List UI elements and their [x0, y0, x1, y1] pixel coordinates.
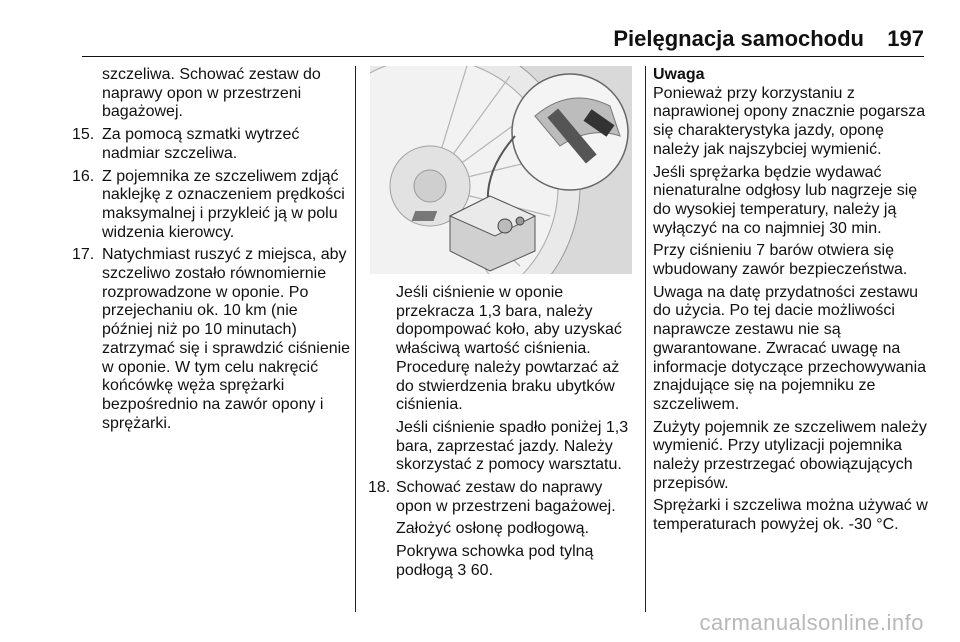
storage-cover-text — [370, 543, 632, 580]
step-text: Schować zestaw do naprawy opon w przestrzeni bagażowej. — [396, 479, 616, 515]
note-paragraph: Jeśli sprężarka będzie wydawać nienaturalne odgłosy lub nagrzeje się do wysokiej temperatury, należy ją wyłączyć na co najmniej 30 min. — [653, 163, 918, 237]
note-paragraph: Zużyty pojemnik ze szczeliwem należy wymienić. Przy utylizacji pojemnika należy przestrzegać obowiązujących przepisów. — [653, 418, 927, 492]
page-reference-arrow-icon: 3 — [457, 561, 467, 579]
column-divider-right — [645, 66, 646, 612]
compressor-illustration-svg — [370, 66, 632, 274]
watermark: carmanualsonline.info — [699, 610, 924, 635]
step-17 — [72, 246, 352, 433]
step-text: Z pojemnika ze szczeliwem zdjąć naklejkę z oznaczeniem prędkości maksymalnej i przykleić ją w polu widzenia kierowcy. — [102, 167, 345, 241]
continued-text: szczeliwa. Schować zestaw do naprawy opon w przestrzeni bagażowej. — [102, 66, 321, 121]
note-paragraph: Ponieważ przy korzystaniu z naprawionej opony znacznie pogarsza się charakterystyka jazdy, oponę należy jak najszybciej wymienić. — [653, 84, 926, 158]
right-column — [653, 66, 931, 539]
step-text: Za pomocą szmatki wytrzeć nadmiar szczeliwa. — [102, 126, 300, 162]
note-paragraph: Uwaga na datę przydatności zestawu do użycia. Po tej dacie możliwości naprawcze zestawu nie są gwarantowane. Zwracać uwagę na informacje dotyczące przechowywania znajdujące się na pojemniku ze szczeliwem. — [653, 283, 927, 413]
compressor-illustration — [370, 66, 632, 274]
floor-cover-text: Założyć osłonę podłogową. — [396, 520, 590, 538]
step-number: 18. — [368, 479, 391, 497]
page-reference: 60. — [470, 561, 494, 579]
note-paragraph: Przy ciśnieniu 7 barów otwiera się wbudowany zawór bezpieczeństwa. — [653, 242, 908, 279]
page-header — [0, 26, 960, 54]
middle-column — [370, 66, 632, 585]
step-number: 17. — [72, 246, 95, 264]
page-number: 197 — [887, 26, 924, 51]
step-18 — [370, 479, 632, 516]
storage-cover-label: Pokrywa schowka pod tylną podłogą — [396, 543, 594, 579]
step-text: Natychmiast ruszyć z miejsca, aby szczeliwo zostało równomiernie rozprowadzone w oponie. Po przejechaniu ok. 10 km (nie później niż po 10 minutach) zatrzymać się i sprawdzić ciśnienie w oponie. W tym celu nakręcić końcówkę węża sprężarki bezpośrednio na zawór opony i sprężarki. — [102, 246, 351, 432]
step-number: 15. — [72, 126, 95, 144]
page-title: Pielęgnacja samochodu — [613, 26, 864, 51]
header-rule — [82, 56, 924, 57]
left-column — [72, 66, 352, 437]
pressure-above-text: Jeśli ciśnienie w oponie przekracza 1,3 bara, należy dopompować koło, aby uzyskać właściwą wartość ciśnienia. Procedurę należy powtarzać aż do stwierdzenia braku ubytków ciśnienia. — [396, 284, 622, 414]
step-15 — [72, 126, 352, 163]
step-number: 16. — [72, 167, 95, 185]
note-heading: Uwaga — [653, 66, 705, 83]
step-16 — [72, 167, 352, 243]
pressure-below-text: Jeśli ciśnienie spadło poniżej 1,3 bara, zaprzestać jazdy. Należy skorzystać z pomocy warsztatu. — [396, 418, 629, 474]
note-paragraph: Sprężarki i szczeliwa można używać w temperaturach powyżej ok. -30 °C. — [653, 497, 928, 534]
column-divider-left — [355, 66, 356, 612]
